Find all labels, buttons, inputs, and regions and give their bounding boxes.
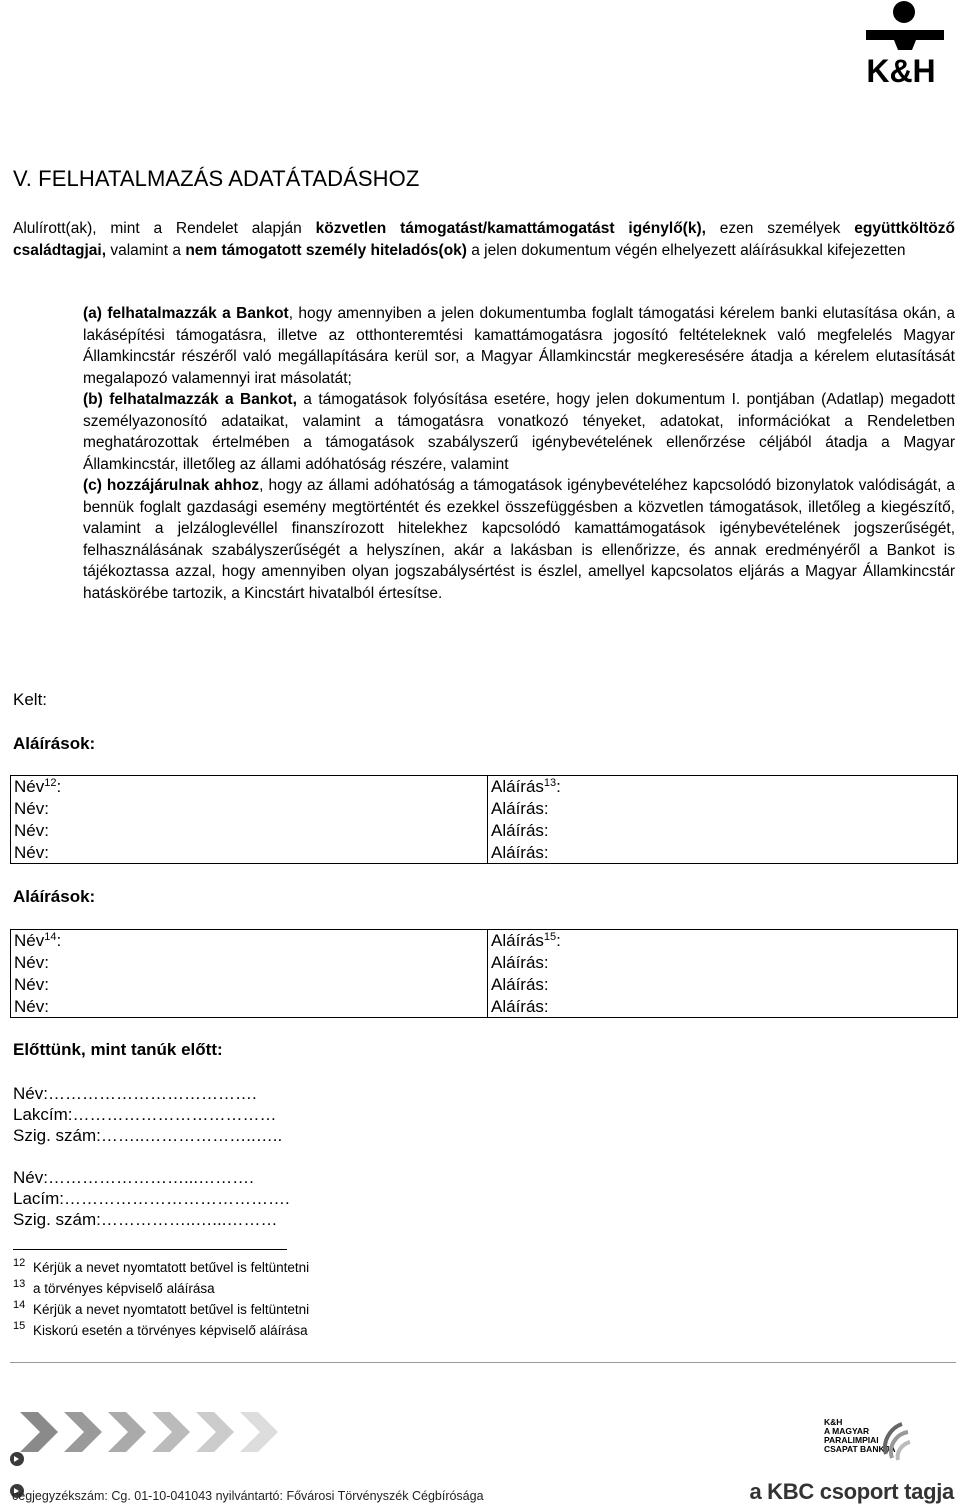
table-row [11,952,958,974]
witness-address-line[interactable]: Lakcím:……………………………… [13,1105,277,1124]
arrow-right-icon [10,1452,24,1466]
footer-divider [10,1362,956,1363]
signatures-label: Aláírások: [13,734,96,753]
signature-cell[interactable]: Aláírás: [488,798,958,820]
witness-id-line[interactable]: Szig. szám:……..………………..….. [13,1126,283,1145]
signature-cell[interactable]: Aláírás: [488,820,958,842]
footnote-divider [13,1249,287,1250]
footnotes [13,1257,309,1341]
badge-line: CSAPAT BANKJA [824,1444,896,1454]
signature-cell[interactable]: Aláírás: [488,842,958,864]
date-place-label: Kelt: [13,690,48,709]
footnote: 13 a törvényes képviselő aláírása [13,1278,215,1296]
item-c: (c) hozzájárulnak ahhoz, hogy az állami adóhatóság a támogatások igénybevételéhez kapcsolódó bizonylatok valódiságát, a bennük foglalt gazdasági esemény megtörténtét és ezekkel összefüggésben a közvetlen támogatások, illetőleg a kiegészítő, valamint a jelzáloglevéllel finanszírozott hitelekhez kapcsolódó kamattámogatások igénybevételének jogszerűségét, felhasználásának szabályszerűségét a helyszínen, akár a lakásban is ellenőrizze, és annak eredményéről a Bankot is tájékoztassa azzal, hogy amennyiben olyan jogszabálysértést is észlel, amellyel kapcsolatos eljárás a Magyar Államkincstár hatáskörébe tartozik, a Kincstárt hivatalból értesítse. [83,477,955,602]
item-b: (b) felhatalmazzák a Bankot, a támogatások folyósítása esetére, hogy jelen dokumentum I. pontjában (Adatlap) megadott személyazonosító adataikat, valamint a támogatásra vonatkozó tényeket, adatokat, információkat a Rendeletben meghatározottak értelmében a támogatások szabályszerű igénybevételének ellenőrzése céljából átadja a Magyar Államkincstár, illetőleg az állami adóhatóság részére, valamint [83,391,956,473]
footnote: 12 Kérjük a nevet nyomtatott betűvel is feltüntetni [13,1257,310,1275]
page-title: V. FELHATALMAZÁS ADATÁTADÁSHOZ [13,166,420,191]
signature-cell[interactable]: Aláírás: [488,996,958,1018]
signature-cell[interactable]: Aláírás$^{15}$: [488,930,958,952]
table-row [11,842,958,864]
witness-name-line[interactable]: Név:……………………...………. [13,1168,254,1187]
table-row [11,820,958,842]
table-row [11,798,958,820]
table-row [11,930,958,952]
intro-paragraph: Alulírott(ak), mint a Rendelet alapján közvetlen támogatást/kamattámogatást igénylő(k), ezen személyek együttköltöző családtagjai, valamint a nem támogatott személy hiteladós(ok) a jelen dokumentum végén elhelyezett aláírásukkal kifejezetten [13,220,955,259]
signature-table-1 [10,775,958,864]
footnote: 15 Kiskorú esetén a törvényes képviselő aláírása [13,1320,308,1338]
signature-cell[interactable]: Aláírás: [488,952,958,974]
table-row [11,996,958,1018]
badge-line: A MAGYAR [824,1426,870,1436]
name-cell[interactable]: Név$^{14}$: [11,930,488,952]
signature-cell[interactable]: Aláírás: [488,974,958,996]
name-cell[interactable]: Név: [11,996,488,1018]
signature-table-2 [10,929,958,1018]
paralympic-agitos-icon [880,1418,912,1462]
company-registration: cégjegyzékszám: Cg. 01-10-041043 nyilvántartó: Fővárosi Törvényszék Cégbírósága [12,1489,484,1503]
badge-line: K&H [824,1417,843,1427]
authorization-items [83,303,955,604]
witness-name-line[interactable]: Név:………………………………. [13,1084,257,1103]
table-row [11,776,958,798]
paralympic-badge [822,1418,912,1478]
kh-logo [846,0,956,88]
signatures-label: Aláírások: [13,887,96,906]
name-cell[interactable]: Név: [11,974,488,996]
witness-title: Előttünk, mint tanúk előtt: [13,1040,223,1059]
witness-2 [13,1167,290,1230]
name-cell[interactable]: Név: [11,820,488,842]
table-row [11,974,958,996]
chevron-arrows-icon [20,1412,320,1452]
kbc-group-tagline: a KBC csoport tagja [749,1479,954,1504]
signature-cell[interactable]: Aláírás$^{13}$: [488,776,958,798]
footnote: 14 Kérjük a nevet nyomtatott betűvel is feltüntetni [13,1299,310,1317]
name-cell[interactable]: Név: [11,798,488,820]
name-cell[interactable]: Név: [11,952,488,974]
item-a: (a) felhatalmazzák a Bankot, hogy amennyiben a jelen dokumentumba foglalt támogatási kérelem banki elutasítása okán, a lakásépítési támogatásra, illetve az otthonteremtési kamattámogatásra jogosító feltételeknek való megfelelés Magyar Államkincstár részéről való megállapítására kerül sor, a Magyar Államkincstár megkeresésére átadja a kérelem elutasítását megalapozó valamennyi irat másolatát; [83,305,955,387]
badge-line: PARALIMPIAI [824,1435,879,1445]
svg-text:K&H: K&H [866,53,936,88]
name-cell[interactable]: Név$^{12}$: [11,776,488,798]
witness-1 [13,1083,282,1146]
name-cell[interactable]: Név: [11,842,488,864]
witness-id-line[interactable]: Szig. szám:……………..…...……… [13,1210,278,1229]
witness-address-line[interactable]: Lacím:…………………………………. [13,1189,290,1208]
